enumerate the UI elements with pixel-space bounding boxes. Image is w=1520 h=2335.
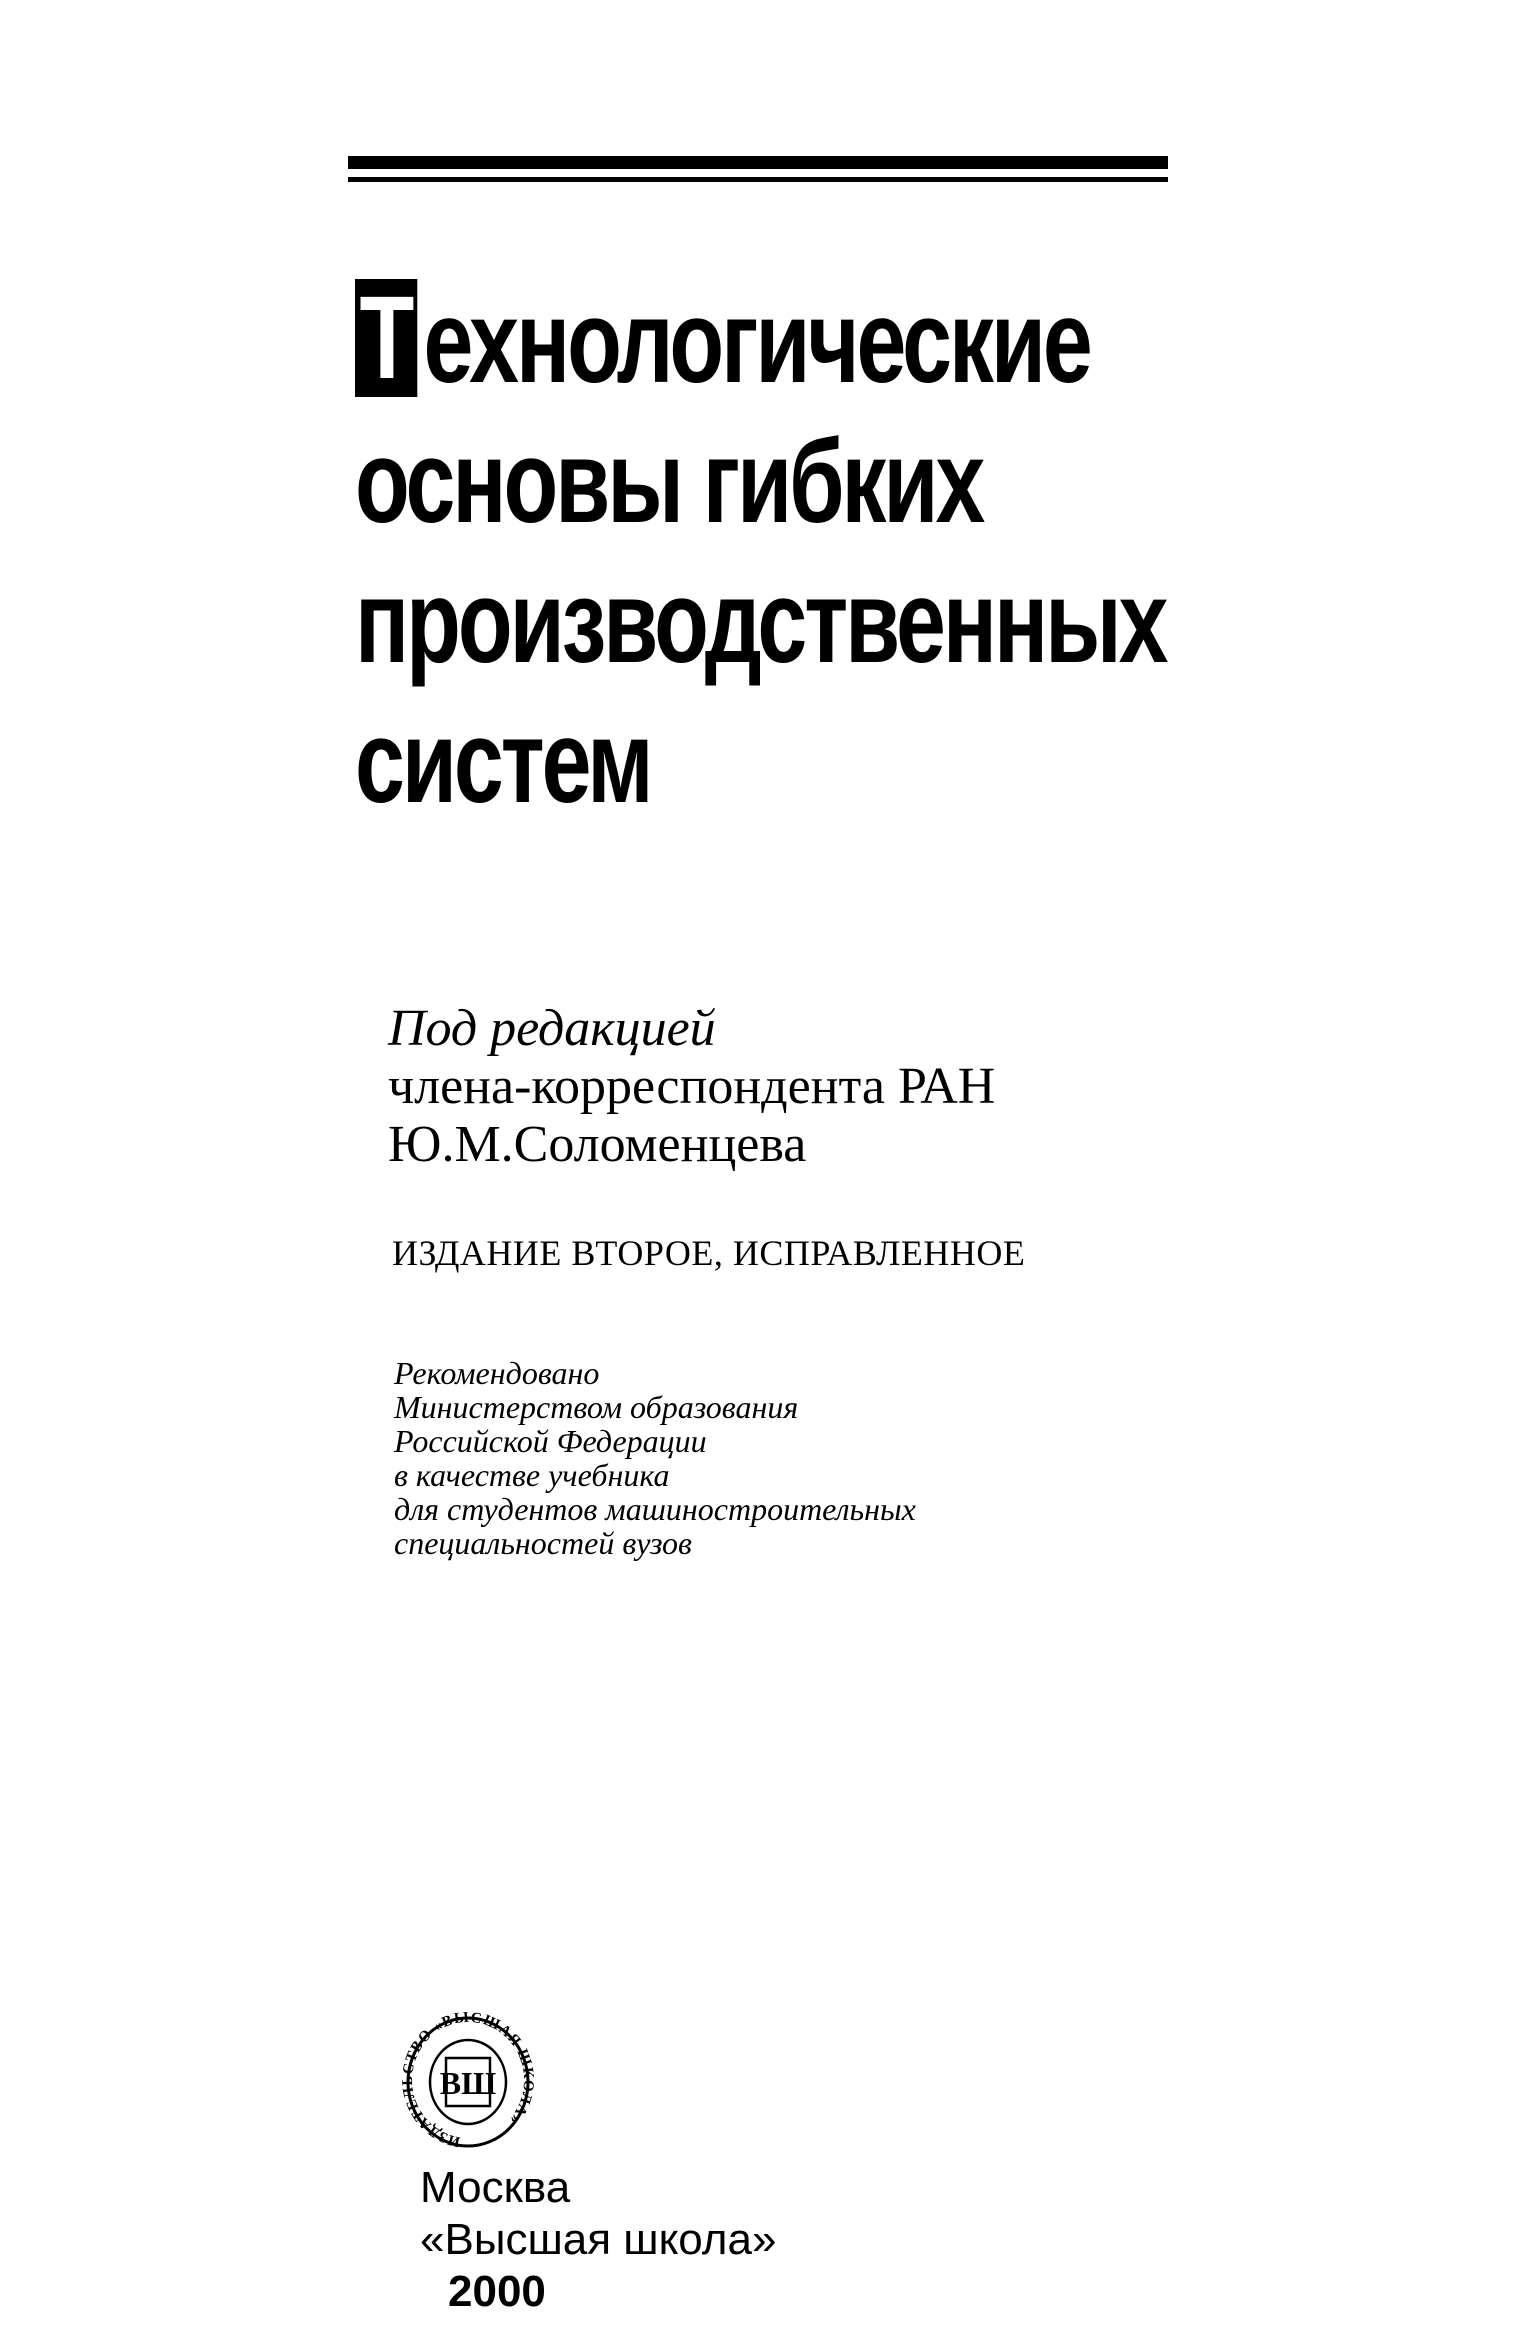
recommendation-line: Российской Федерации (394, 1423, 707, 1459)
title-line-2: основы гибких (355, 416, 983, 548)
title-line-3: производственных (355, 556, 1166, 688)
logo-monogram: ВШ (439, 2065, 497, 2101)
editor-rank: члена-корреспондента РАН (388, 1058, 996, 1115)
title-line-1-rest: ехнологические (423, 276, 1090, 408)
top-rule-thick (348, 156, 1168, 169)
recommendation-line: в качестве учебника (394, 1457, 670, 1493)
imprint-block (420, 2162, 776, 2318)
title-initial: Т (355, 279, 417, 397)
recommendation-line: Министерством образования (394, 1389, 799, 1425)
recommendation-block (394, 1356, 916, 1560)
imprint-year: 2000 (448, 2267, 546, 2316)
imprint-publisher-line (420, 2214, 776, 2318)
logo-ring-text: ИЗДАТЕЛЬСТВО «ВЫСШАЯ ШКОЛА» (400, 2010, 537, 2150)
recommendation-line: специальностей вузов (394, 1525, 692, 1561)
editor-name: Ю.М.Соломенцева (388, 1116, 807, 1173)
recommendation-line: для студентов машиностроительных (394, 1491, 916, 1527)
imprint-city: Москва (420, 2163, 571, 2212)
imprint-publisher: «Высшая школа» (420, 2215, 777, 2264)
top-rule-thin (348, 177, 1168, 182)
book-title (355, 272, 1166, 832)
edition-label: ИЗДАНИЕ ВТОРОЕ, ИСПРАВЛЕННОЕ (392, 1233, 1026, 1273)
title-line-1 (355, 272, 1090, 412)
editor-intro: Под редакцией (388, 1000, 716, 1057)
recommendation-line: Рекомендовано (394, 1355, 600, 1391)
editor-block (388, 1000, 995, 1174)
title-line-4: систем (355, 696, 651, 828)
publisher-logo-icon (398, 2010, 538, 2160)
